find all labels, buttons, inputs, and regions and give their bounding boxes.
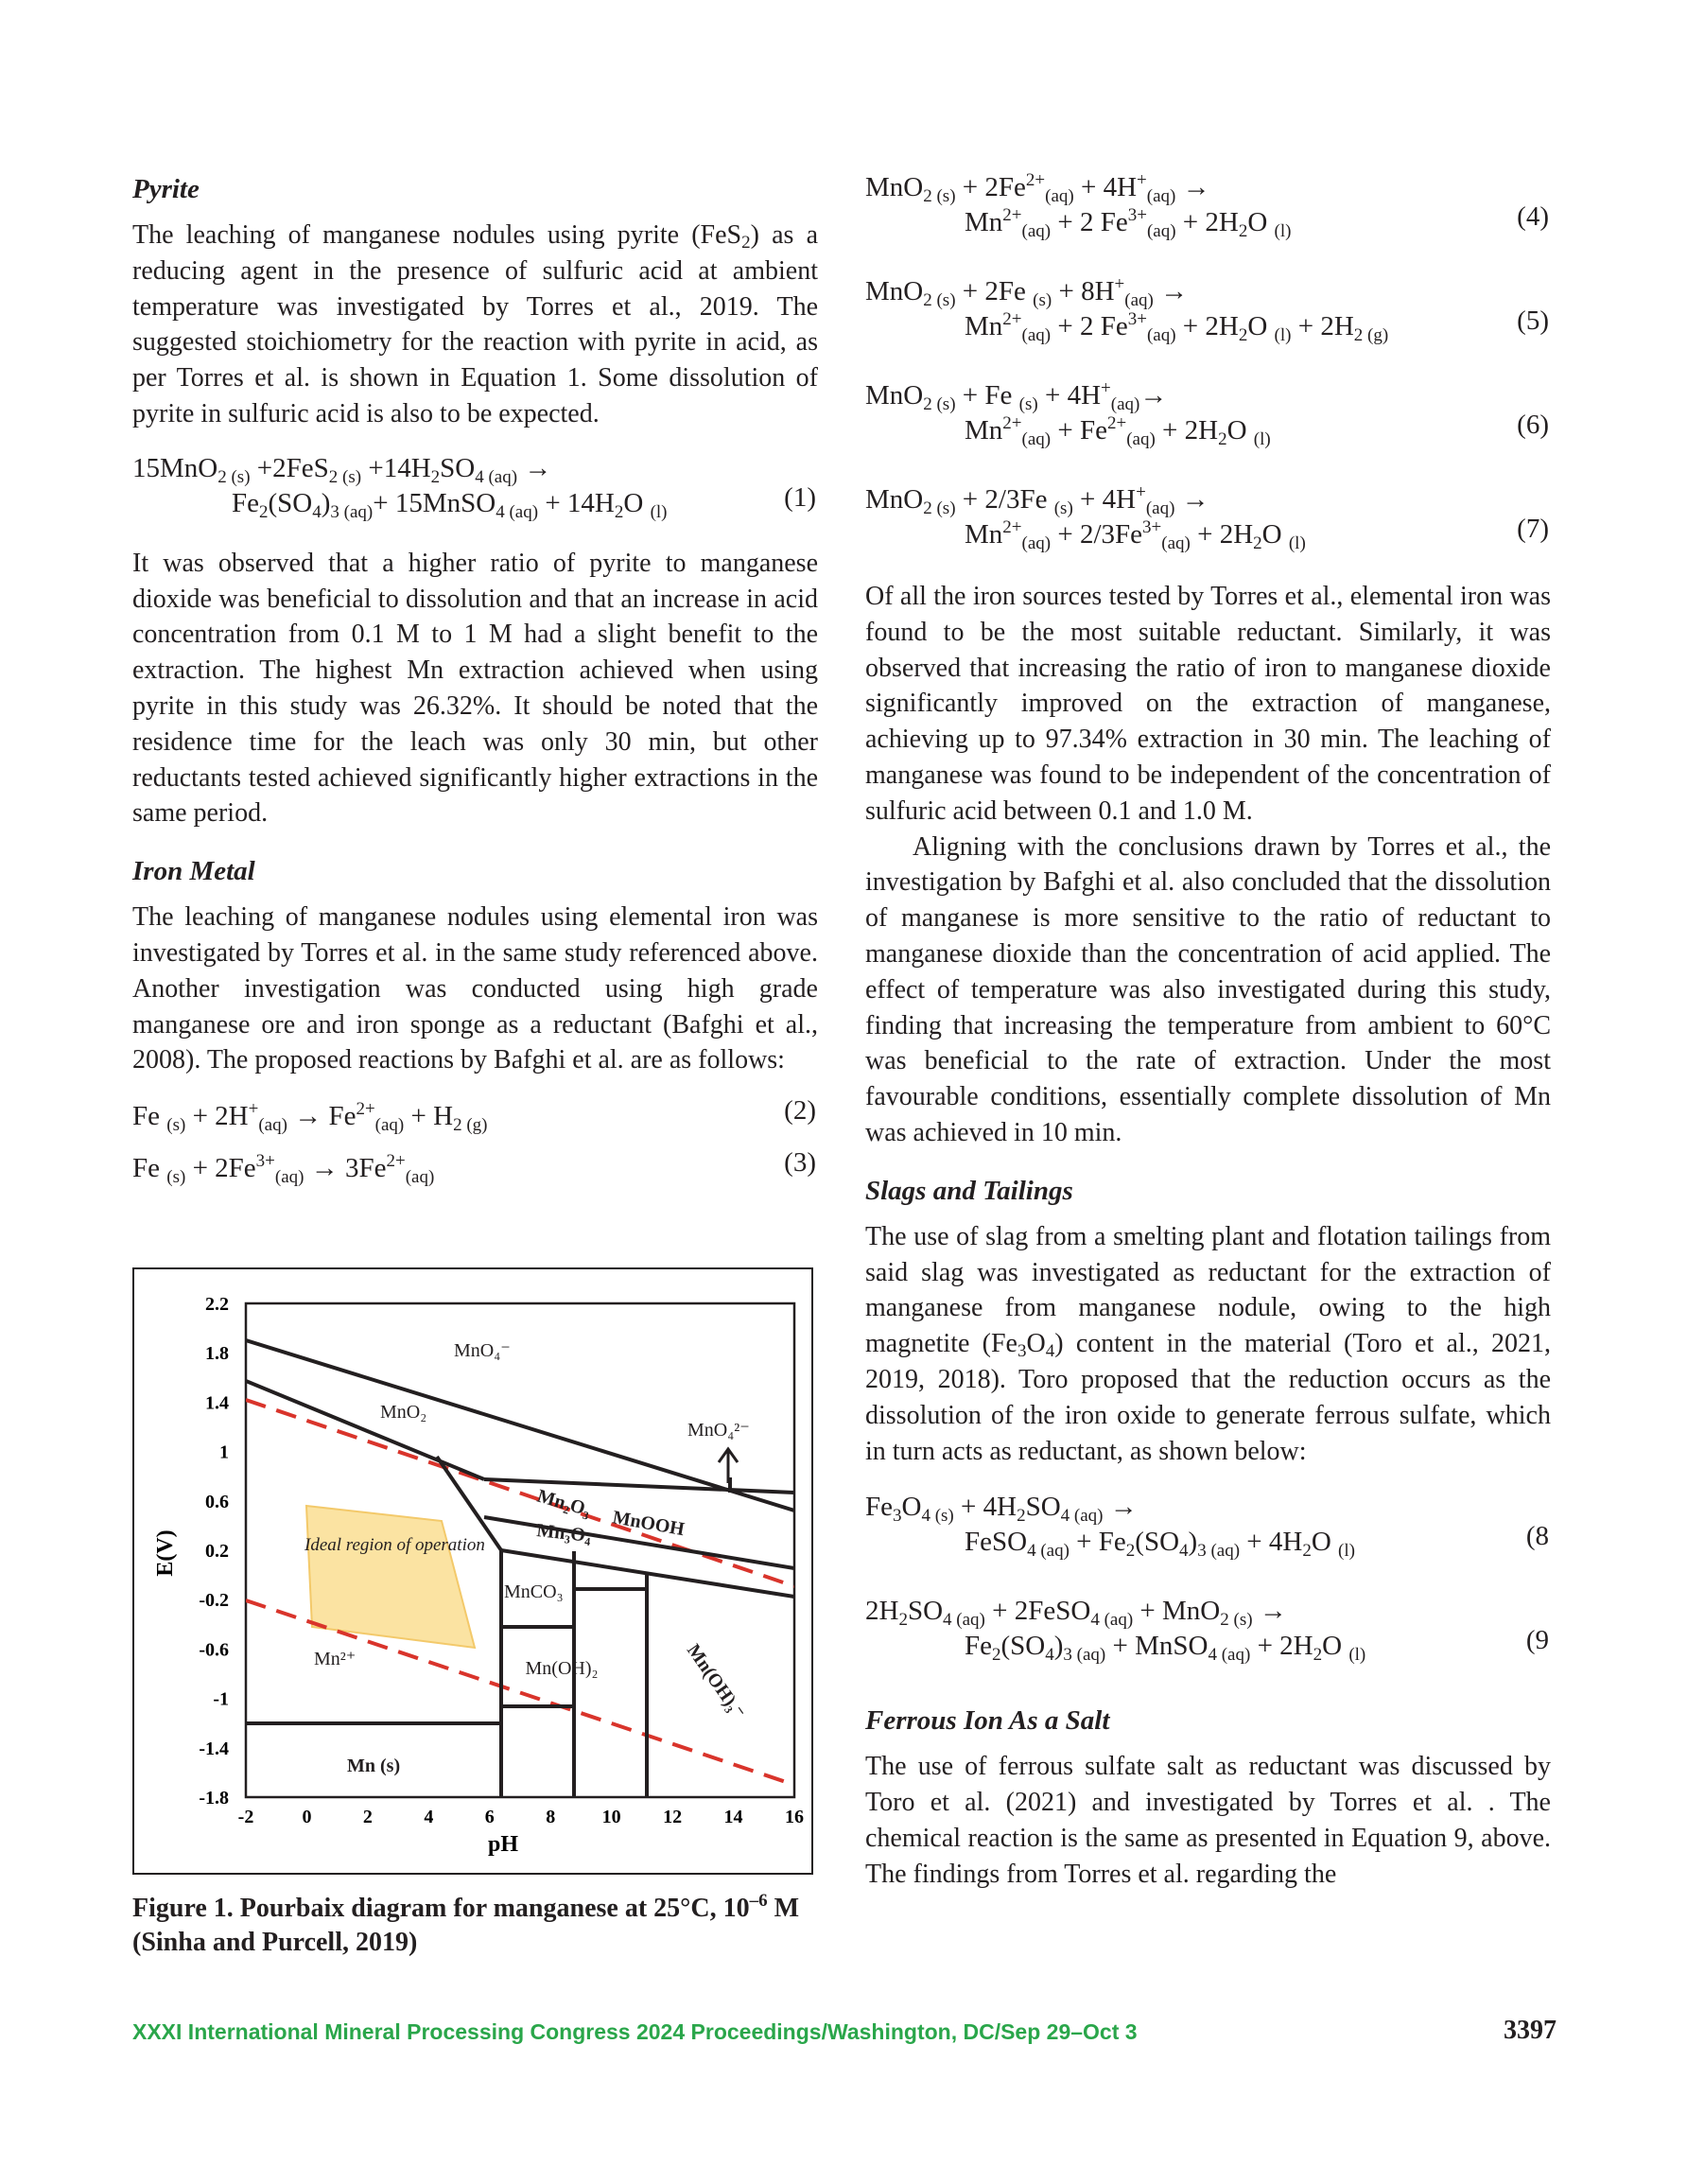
- ferrous-para: The use of ferrous sulfate salt as reductant was discussed by Toro et al. (2021) and investigated by Torres et al. . The chemical reaction is the same as presented in Equation 9, above. The findings from Torres et al. regarding the: [865, 1752, 1551, 1889]
- y-tick-label: -0.2: [199, 1590, 229, 1612]
- y-tick-label: 1: [219, 1441, 229, 1463]
- equation-3: [132, 1147, 818, 1188]
- label-mn2plus: Mn²⁺: [314, 1649, 357, 1669]
- iron-metal-para: The leaching of manganese nodules using elemental iron was investigated by Torres et al. in the same study referenced above. Another investigation was conducted using high grade manganese ore and iron sponge as a reductant (Bafghi et al., 2008). The proposed reactions by Bafghi et al. are as follows:: [132, 902, 818, 1075]
- equation-4-number: (4): [1517, 201, 1549, 232]
- x-tick-label: 10: [601, 1807, 621, 1827]
- y-tick-label: -1: [213, 1688, 229, 1710]
- equation-4-line1: $MnO_{2 (s)} + 2Fe^{2+}_{(aq)} + 4H^+_{(aq)}$ →: [865, 170, 1210, 206]
- label-mno4-2: MnO₄²⁻: [687, 1420, 750, 1441]
- equation-5-line1: MnO$_{2 (s)}$ + 2Fe $_{(s)} + 8H^+_{(aq)}$ →: [865, 274, 1189, 310]
- label-mnoh3: Mn(OH)₃⁻: [682, 1640, 750, 1723]
- equation-6-line1: MnO$_{2 (s)}$ + Fe $_{(s)} + 4H^+_{(aq)}\to$: [865, 378, 1168, 414]
- right-column: [865, 170, 1551, 1893]
- label-mno2: MnO₂: [380, 1402, 427, 1423]
- x-tick-label: 12: [663, 1807, 683, 1827]
- label-mn3o4: Mn₃O₄: [535, 1520, 593, 1546]
- equation-8: [865, 1490, 1551, 1560]
- equation-5: [865, 274, 1551, 344]
- x-tick-label: 8: [546, 1807, 556, 1827]
- y-tick-label: 2.2: [205, 1294, 229, 1315]
- x-tick-label: 4: [424, 1807, 434, 1827]
- label-mnoh2: Mn(OH)₂: [525, 1658, 599, 1679]
- ferrous-heading: Ferrous Ion As a Salt: [865, 1705, 1110, 1737]
- page-number: 3397: [1504, 2016, 1557, 2045]
- y-tick-label: -1.4: [199, 1738, 229, 1759]
- equation-4-line2: $Mn^{2+}_{(aq)} + 2$ $Fe^{3+}_{(aq)} + 2H_2O$ $_{(l)}$: [965, 205, 1292, 241]
- equation-5-number: (5): [1517, 306, 1549, 336]
- equation-1: [132, 451, 818, 521]
- pourbaix-figure: [132, 1267, 813, 1875]
- equation-1-line1: $15MnO_{2 (s)} +2FeS_{2 (s)} +14H_2SO_{4 (aq)}$ →: [132, 452, 552, 487]
- equation-1-number: (1): [784, 481, 816, 513]
- equation-8-line2: FeSO$_{4 (aq)}$ + $Fe_2(SO_4)_{3 (aq)} + 4H_2O$ $_{(l)}$: [965, 1527, 1355, 1562]
- equation-3-line1: Fe $_{(s)} + 2Fe^{3+}_{(aq)} \to 3Fe^{2+}_{(aq)}$: [132, 1151, 435, 1188]
- equation-2-number: (2): [784, 1095, 816, 1127]
- y-tick-label: 0.2: [205, 1541, 229, 1562]
- equation-9: [865, 1594, 1551, 1664]
- label-mno4: MnO₄⁻: [454, 1340, 511, 1361]
- bafghi-para: Aligning with the conclusions drawn by Torres et al., the investigation by Bafghi et al. also concluded that the dissolution of manganese is more sensitive to the ratio of reductant to manganese dioxide than the concentration of acid applied. The effect of temperature was also investigated during this study, finding that increasing the temperature from ambient to 60°C was beneficial to the rate of extraction. Under the most favourable conditions, essentially complete dissolution of Mn was achieved in 10 min.: [865, 831, 1551, 1147]
- x-tick-label: 14: [723, 1807, 743, 1827]
- x-axis-label: pH: [487, 1832, 519, 1857]
- y-axis-label: E(V): [153, 1529, 178, 1577]
- slags-para: The use of slag from a smelting plant and flotation tailings from said slag was investigated as reductant for the extraction of manganese from manganese nodule, owing to the high magnetite $(Fe_3O_4)$ content in the material (Toro et al., 2021, 2019, 2018). Toro proposed that the reduction occurs as the dissolution of the iron oxide to generate ferrous sulfate, which in turn acts as reductant, as shown below:: [865, 1221, 1551, 1466]
- x-tick-label: 16: [785, 1807, 804, 1827]
- y-tick-label: 1.4: [205, 1392, 229, 1414]
- x-tick-label: 6: [484, 1807, 495, 1827]
- figure-caption: [132, 1892, 832, 1960]
- label-mnooh: MnOOH: [611, 1507, 687, 1541]
- pyrite-para2: It was observed that a higher ratio of pyrite to manganese dioxide was beneficial to dissolution and that an increase in acid concentration from 0.1 M to 1 M had a slight benefit to the extraction. The highest Mn extraction achieved when using pyrite in this study was 26.32%. It should be noted that the residence time for the leach was only 30 min, but other reductants tested achieved significantly higher extractions in the same period.: [132, 548, 818, 829]
- y-tick-label: 0.6: [205, 1491, 229, 1512]
- iron-results-para: Of all the iron sources tested by Torres et al., elemental iron was found to be the most suitable reductant. Similarly, it was observed that increasing the ratio of iron to manganese dioxide significantly improved on the extraction of manganese, achieving up to 97.34% extraction in 30 min. The leaching of manganese was found to be independent of the concentration of sulfuric acid between 0.1 and 1.0 M.: [865, 582, 1551, 826]
- equation-3-number: (3): [784, 1147, 816, 1179]
- equation-9-number: (9: [1525, 1625, 1549, 1656]
- equation-1-line2: $Fe_2(SO_4)_{3 (aq)}+$ 15MnSO$_{4 (aq)}$ + $14H_2O$ $_{(l)}$: [232, 487, 668, 522]
- y-tick-label: 1.8: [205, 1343, 229, 1365]
- equation-7: [865, 482, 1551, 552]
- equation-9-line1: $2H_2SO_{4 (aq)}$ + 2FeSO$_{4 (aq)}$ + MnO$_{2 (s)}$ →: [865, 1596, 1287, 1631]
- pourbaix-diagram: [134, 1269, 811, 1873]
- equation-7-line1: MnO$_{2 (s)}$ + 2/3Fe $_{(s)} + 4H^+_{(aq)}$ →: [865, 482, 1209, 518]
- equation-5-line2: $Mn^{2+}_{(aq)} + 2$ $Fe^{3+}_{(aq)} + 2H_2O$ $_{(l)} + 2H_{2 (g)}$: [965, 309, 1389, 345]
- iron-metal-heading: Iron Metal: [132, 856, 255, 887]
- equation-6-number: (6): [1517, 410, 1549, 440]
- label-ideal-region: Ideal region of operation: [304, 1535, 485, 1555]
- pyrite-para1: The leaching of manganese nodules using pyrite (FeS$_2$) as a reducing agent in the presence of sulfuric acid at ambient temperature was investigated by Torres et al., 2019. The suggested stoichiometry for the reaction with pyrite in acid, as per Torres et al. is shown in Equation 1. Some dissolution of pyrite in sulfuric acid is also to be expected.: [132, 220, 818, 428]
- figure-caption-source: M (Sinha and Purcell, 2019): [132, 1894, 800, 1957]
- ideal-region: [306, 1506, 475, 1648]
- figure-caption-exponent: –6: [749, 1891, 768, 1911]
- label-mnco3: MnCO₃: [504, 1581, 564, 1602]
- equation-7-line2: $Mn^{2+}_{(aq)} + 2/3Fe^{3+}_{(aq)} + 2H_2O$ $_{(l)}$: [965, 517, 1306, 553]
- equation-6: [865, 378, 1551, 448]
- equation-4: [865, 170, 1551, 240]
- equation-2-line1: Fe $_{(s)} + 2H^+_{(aq)} \to Fe^{2+}_{(aq)} + H_{2 (g)}$: [132, 1099, 488, 1136]
- footer-conference: XXXI International Mineral Processing Congress 2024 Proceedings/Washington, DC/Sep 29–Oct 3: [132, 2019, 1138, 2044]
- x-tick-label: -2: [237, 1807, 254, 1827]
- label-mn2o3: Mn₂O₃: [534, 1485, 594, 1521]
- equation-7-number: (7): [1517, 514, 1549, 544]
- y-tick-labels: [199, 1294, 229, 1808]
- label-mn-s: Mn (s): [347, 1756, 401, 1776]
- left-column: [132, 170, 818, 1186]
- x-tick-labels: [238, 1807, 804, 1827]
- equation-8-line1: $Fe_3O_{4 (s)} + 4H_2SO_{4 (aq)}$ →: [865, 1492, 1138, 1527]
- x-tick-label: 2: [362, 1807, 373, 1827]
- equation-6-line2: $Mn^{2+}_{(aq)} + Fe^{2+}_{(aq)} + 2H_2O$ $_{(l)}$: [965, 413, 1271, 449]
- equation-2: [132, 1095, 818, 1136]
- pyrite-heading: Pyrite: [132, 174, 200, 204]
- slags-heading: Slags and Tailings: [865, 1175, 1073, 1206]
- equation-9-line2: $Fe_2(SO_4)_{3 (aq)}$ + MnSO$_{4 (aq)}$ + $2H_2O$ $_{(l)}$: [965, 1631, 1366, 1666]
- y-tick-label: -0.6: [199, 1639, 229, 1661]
- y-tick-label: -1.8: [199, 1788, 229, 1808]
- figure-caption-text: Figure 1. Pourbaix diagram for manganese at 25°C, 10: [132, 1894, 750, 1923]
- equation-8-number: (8: [1525, 1521, 1549, 1552]
- x-tick-label: 0: [302, 1807, 312, 1827]
